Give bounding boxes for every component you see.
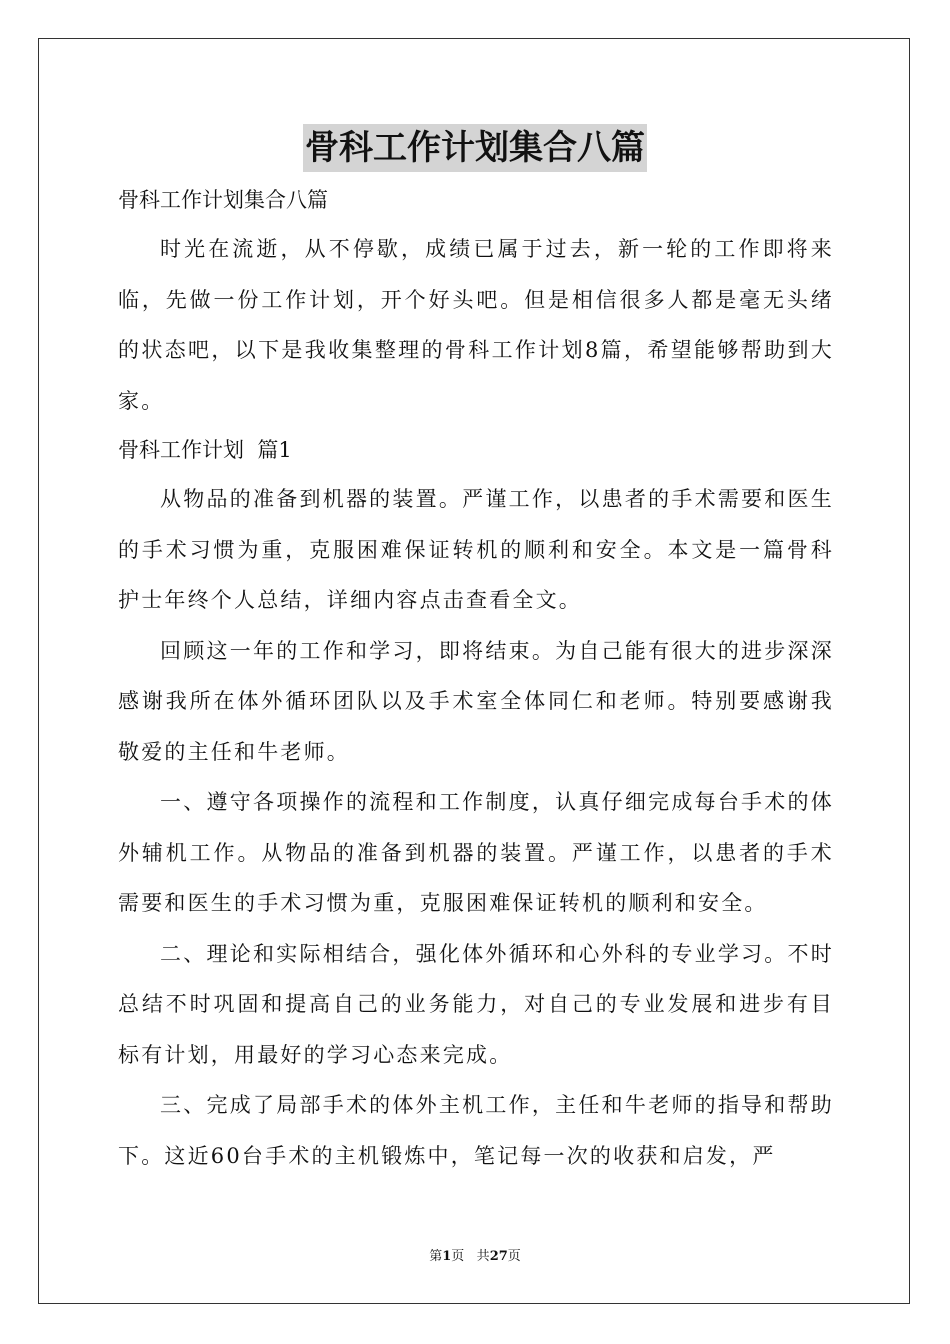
page-footer (0, 1248, 950, 1266)
body-paragraph: 从物品的准备到机器的装置。严谨工作，以患者的手术需要和医生的手术习惯为重，克服困难保证转机的顺利和安全。本文是一篇骨科护士年终个人总结，详细内容点击查看全文。 (118, 487, 834, 612)
body-paragraph: 回顾这一年的工作和学习，即将结束。为自己能有很大的进步深深感谢我所在体外循环团队以及手术室全体同仁和老师。特别要感谢我敬爱的主任和牛老师。 (118, 638, 834, 764)
document-body (118, 176, 834, 1181)
body-paragraph: 三、完成了局部手术的体外主机工作，主任和牛老师的指导和帮助下。这近60台手术的主机锻炼中，笔记每一次的收获和启发，严 (118, 1093, 834, 1168)
total-pages: 27 (489, 1249, 508, 1264)
intro-paragraph: 时光在流逝，从不停歇，成绩已属于过去，新一轮的工作即将来临，先做一份工作计划，开个好头吧。但是相信很多人都是毫无头绪的状态吧，以下是我收集整理的骨科工作计划8篇，希望能够帮助到大家。 (118, 237, 834, 413)
document-subtitle: 骨科工作计划集合八篇 (118, 188, 328, 212)
section-heading: 骨科工作计划 篇1 (118, 438, 292, 462)
page-prefix: 第 (429, 1249, 443, 1264)
total-prefix: 共 (476, 1249, 490, 1264)
page-suffix: 页 (451, 1249, 465, 1264)
body-paragraph: 一、遵守各项操作的流程和工作制度，认真仔细完成每台手术的体外辅机工作。从物品的准备到机器的装置。严谨工作，以患者的手术需要和医生的手术习惯为重，克服困难保证转机的顺利和安全。 (118, 790, 834, 915)
total-suffix: 页 (507, 1249, 521, 1264)
page-number: 1 (442, 1249, 452, 1264)
body-paragraph: 二、理论和实际相结合，强化体外循环和心外科的专业学习。不时总结不时巩固和提高自己的业务能力，对自己的专业发展和进步有目标有计划，用最好的学习心态来完成。 (118, 941, 834, 1067)
title-container (0, 124, 950, 172)
document-title: 骨科工作计划集合八篇 (303, 124, 647, 172)
